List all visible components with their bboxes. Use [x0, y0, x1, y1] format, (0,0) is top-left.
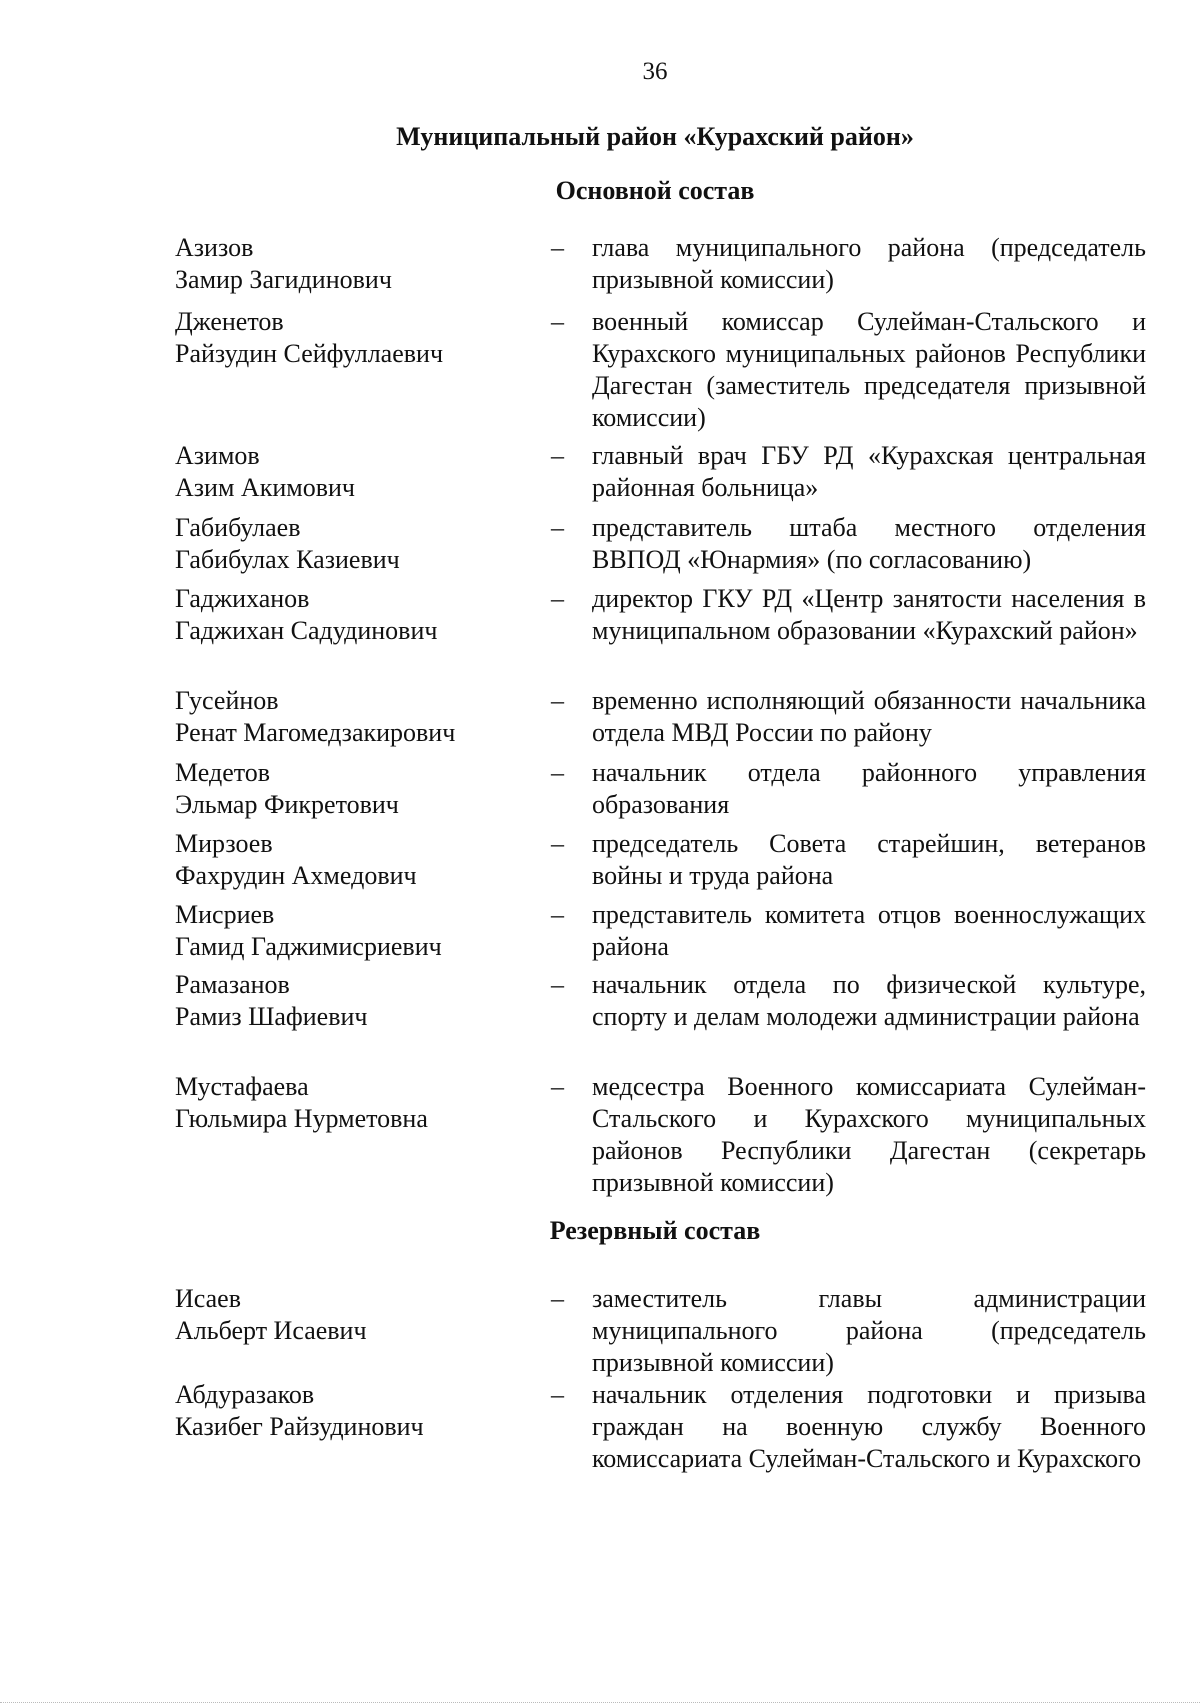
member-given-names: Ренат Магомедзакирович: [175, 718, 456, 747]
member-surname: Мирзоев: [175, 829, 273, 858]
member-position: медсестра Военного комиссариата Сулейман-Стальского и Курахского муниципальных районов Республики Дагестан (секретарь призывной комиссии): [592, 1072, 1146, 1197]
dash-separator: –: [551, 1380, 564, 1409]
member-name: [175, 1071, 535, 1135]
member-surname: Дженетов: [175, 307, 284, 336]
member-name: [175, 1283, 535, 1347]
member-given-names: Рамиз Шафиевич: [175, 1002, 368, 1031]
member-given-names: Казибег Райзудинович: [175, 1412, 424, 1441]
dash-separator: –: [551, 686, 564, 715]
member-surname: Исаев: [175, 1284, 241, 1313]
dash-separator: –: [551, 307, 564, 336]
member-position: представитель комитета отцов военнослужащих района: [592, 900, 1146, 961]
member-position: директор ГКУ РД «Центр занятости населения в муниципальном образовании «Курахский район»: [592, 584, 1146, 645]
dash-separator: –: [551, 900, 564, 929]
dash-separator: –: [551, 233, 564, 262]
member-position: председатель Совета старейшин, ветеранов войны и труда района: [592, 829, 1146, 890]
page-number: 36: [642, 58, 668, 85]
member-surname: Габибулаев: [175, 513, 301, 542]
member-given-names: Гамид Гаджимисриевич: [175, 932, 442, 961]
member-name: [175, 969, 535, 1033]
member-surname: Гаджиханов: [175, 584, 310, 613]
member-position: глава муниципального района (председатель призывной комиссии): [592, 233, 1146, 294]
member-name: [175, 232, 535, 296]
section-title-reserve: Резервный состав: [549, 1216, 761, 1245]
member-name: [175, 757, 535, 821]
member-name: [175, 512, 535, 576]
member-position: представитель штаба местного отделения ВВПОД «Юнармия» (по согласованию): [592, 513, 1146, 574]
member-position: заместитель главы администрации муниципального района (председатель призывной комиссии): [592, 1284, 1146, 1377]
member-surname: Азизов: [175, 233, 254, 262]
member-position: главный врач ГБУ РД «Курахская центральная районная больница»: [592, 441, 1146, 502]
member-name: [175, 583, 535, 647]
member-name: [175, 899, 535, 963]
member-surname: Медетов: [175, 758, 271, 787]
member-name: [175, 685, 535, 749]
scan-edge-line: [0, 1702, 1200, 1704]
member-surname: Мисриев: [175, 900, 275, 929]
member-name: [175, 828, 535, 892]
member-given-names: Азим Акимович: [175, 473, 355, 502]
member-given-names: Гаджихан Садудинович: [175, 616, 438, 645]
member-given-names: Альберт Исаевич: [175, 1316, 367, 1345]
member-given-names: Райзудин Сейфуллаевич: [175, 339, 444, 368]
member-given-names: Гюльмира Нурметовна: [175, 1104, 428, 1133]
member-position: начальник отдела по физической культуре, спорту и делам молодежи администрации района: [592, 970, 1146, 1031]
dash-separator: –: [551, 970, 564, 999]
member-position: военный комиссар Сулейман-Стальского и Курахского муниципальных районов Республики Дагестан (заместитель председателя призывной комиссии): [592, 307, 1146, 432]
dash-separator: –: [551, 513, 564, 542]
member-given-names: Фахрудин Ахмедович: [175, 861, 417, 890]
dash-separator: –: [551, 829, 564, 858]
dash-separator: –: [551, 1284, 564, 1313]
member-given-names: Габибулах Казиевич: [175, 545, 400, 574]
member-position: начальник отделения подготовки и призыва граждан на военную службу Военного комиссариата Сулейман-Стальского и Курахского: [592, 1380, 1146, 1473]
section-title-main: Основной состав: [555, 176, 755, 205]
dash-separator: –: [551, 1072, 564, 1101]
member-surname: Азимов: [175, 441, 260, 470]
document-title: Муниципальный район «Курахский район»: [396, 122, 914, 151]
dash-separator: –: [551, 441, 564, 470]
member-position: временно исполняющий обязанности начальника отдела МВД России по району: [592, 686, 1146, 747]
member-name: [175, 306, 535, 370]
member-name: [175, 1379, 535, 1443]
member-surname: Рамазанов: [175, 970, 290, 999]
member-given-names: Эльмар Фикретович: [175, 790, 399, 819]
member-given-names: Замир Загидинович: [175, 265, 392, 294]
dash-separator: –: [551, 758, 564, 787]
member-surname: Гусейнов: [175, 686, 279, 715]
member-surname: Мустафаева: [175, 1072, 309, 1101]
member-position: начальник отдела районного управления образования: [592, 758, 1146, 819]
member-name: [175, 440, 535, 504]
member-surname: Абдуразаков: [175, 1380, 315, 1409]
dash-separator: –: [551, 584, 564, 613]
